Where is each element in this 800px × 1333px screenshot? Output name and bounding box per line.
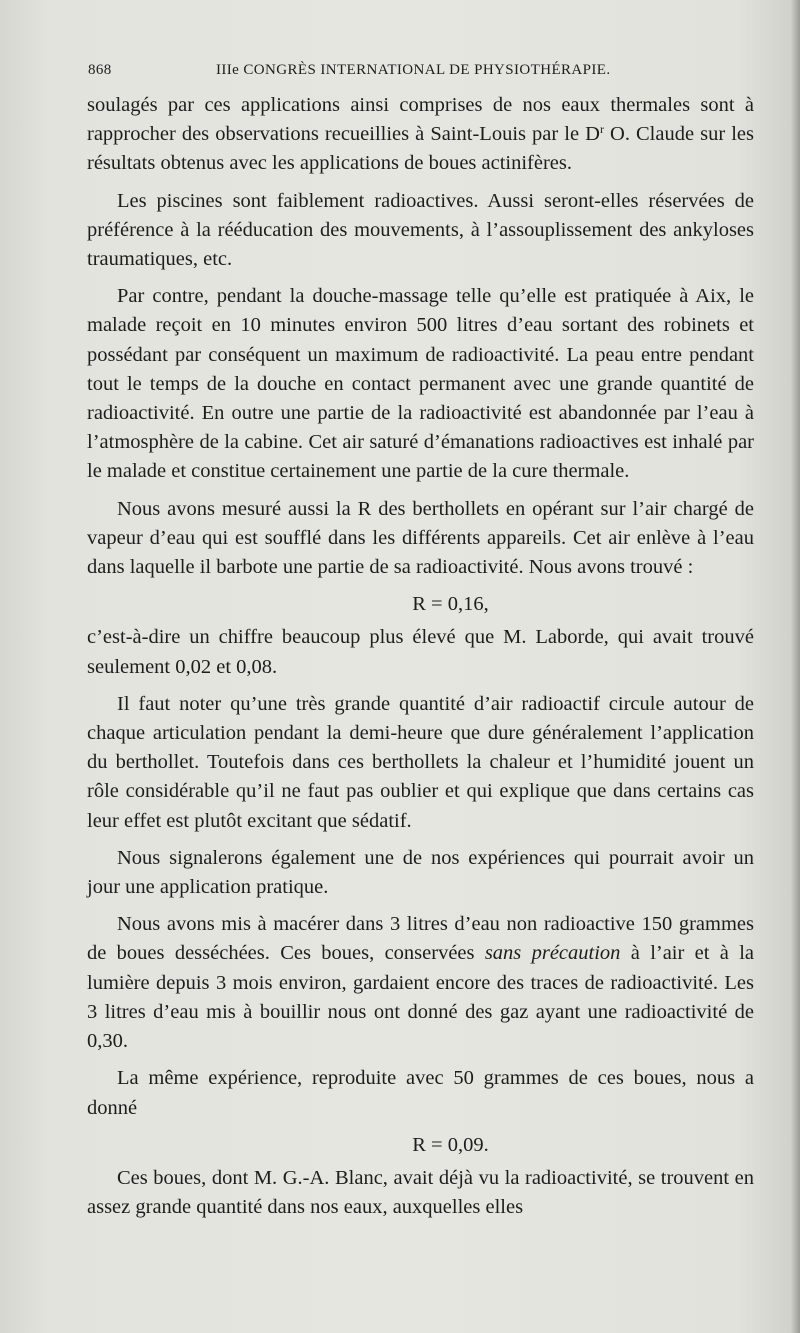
superscript: r bbox=[599, 122, 604, 137]
paragraph-3: Par contre, pendant la douche-massage telle qu’elle est pratiquée à Aix, le malade reçoit en 10 minutes environ 500 litres d’eau sortant des robinets et possédant par conséquent un maximum de radioactivité. La peau entre pendant tout le temps de la douche en contact permanent avec une grande quantité de radioactivité. En outre une partie de la radioactivité est abandonnée par l’eau à l’atmosphère de la cabine. Cet air saturé d’émanations radioactives est inhalé par le malade et constitue certainement une partie de la cure thermale. bbox=[87, 285, 754, 483]
equation-2: R = 0,09. bbox=[412, 1133, 489, 1156]
paragraph-8 bbox=[87, 910, 754, 1056]
paragraph-9: La même expérience, reproduite avec 50 grammes de ces boues, nous a donné bbox=[87, 1067, 754, 1119]
running-title: IIIe CONGRÈS INTERNATIONAL DE PHYSIOTHÉRAPIE. bbox=[216, 62, 611, 78]
paragraph-1-text-end: O. Claude sur les résultats obtenus avec les applications de boues actinifères. bbox=[87, 123, 754, 175]
paragraph-6: Il faut noter qu’une très grande quantité d’air radioactif circule autour de chaque articulation pendant la demi-heure que dure généralement l’application du berthollet. Toutefois dans ces berthollets la chaleur et l’humidité jouent un rôle considérable qu’il ne faut pas oublier et qui explique que dans certains cas leur effet est plutôt excitant que sédatif. bbox=[87, 692, 754, 832]
page-edge-shadow bbox=[791, 0, 800, 1333]
paragraph-4: Nous avons mesuré aussi la R des berthollets en opérant sur l’air chargé de vapeur d’eau qui est soufflé dans les différents appareils. Cet air enlève à l’eau dans laquelle il barbote une partie de sa radioactivité. Nous avons trouvé : bbox=[87, 497, 754, 579]
page-body bbox=[87, 91, 754, 1230]
paragraph-2: Les piscines sont faiblement radioactives. Aussi seront-elles réservées de préférence à la rééducation des mouvements, à l’assouplissement des ankyloses traumatiques, etc. bbox=[87, 189, 754, 271]
paragraph-1-text: soulagés par ces applications ainsi comprises de nos eaux thermales sont à rapprocher des observations recueillies à Saint-Louis par le D bbox=[87, 94, 754, 146]
paragraph-8-text-end: à l’air et à la lumière depuis 3 mois environ, gardaient encore des traces de radioactivité. Les 3 litres d’eau mis à bouillir nous ont donné des gaz ayant une radioactivité de 0,30. bbox=[87, 942, 755, 1053]
paragraph-8-text: Nous avons mis à macérer dans 3 litres d’eau non radioactive 150 grammes de boues desséchées. Ces boues, conservées bbox=[87, 913, 754, 965]
paragraph-10: Ces boues, dont M. G.-A. Blanc, avait déjà vu la radioactivité, se trouvent en assez grande quantité dans nos eaux, auxquelles elles bbox=[87, 1166, 754, 1219]
running-header bbox=[88, 62, 748, 84]
paragraph-5: c’est-à-dire un chiffre beaucoup plus élevé que M. Laborde, qui avait trouvé seulement 0,02 et 0,08. bbox=[87, 626, 754, 678]
paragraph-1 bbox=[87, 91, 754, 179]
paragraph-7: Nous signalerons également une de nos expériences qui pourrait avoir un jour une application pratique. bbox=[87, 846, 754, 899]
page-number: 868 bbox=[88, 62, 112, 78]
equation-1: R = 0,16, bbox=[412, 593, 489, 616]
paragraph-8-italic: sans précaution bbox=[484, 942, 621, 965]
